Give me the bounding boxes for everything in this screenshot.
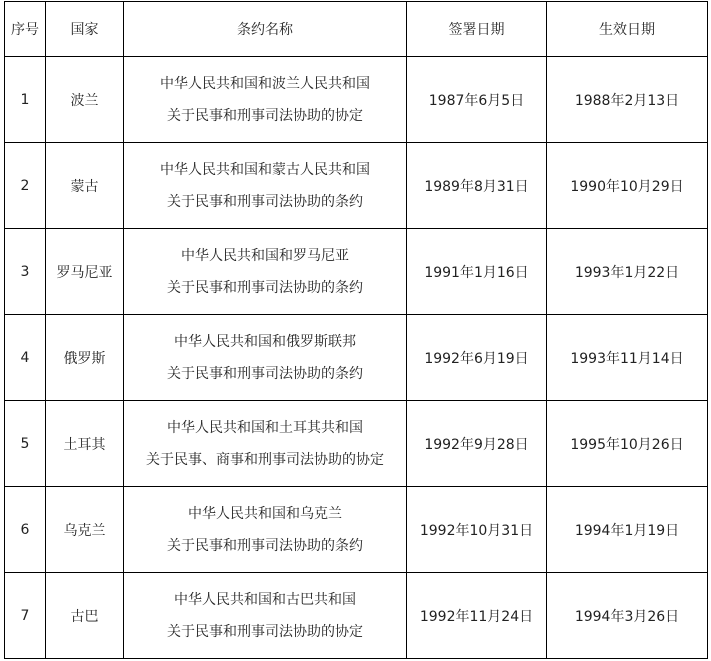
table-body (5, 57, 708, 659)
header-no: 序号 (5, 2, 46, 57)
title-line-2: 关于民事和刑事司法协助的协定 (167, 623, 363, 640)
cell-no: 6 (5, 487, 46, 573)
title-line-1: 中华人民共和国和古巴共和国 (174, 591, 356, 608)
cell-country: 俄罗斯 (46, 315, 124, 401)
cell-effective: 1993年1月22日 (547, 229, 708, 315)
cell-country: 古巴 (46, 573, 124, 659)
treaty-table (4, 1, 708, 659)
table-row (5, 229, 708, 315)
cell-no: 5 (5, 401, 46, 487)
header-effective: 生效日期 (547, 2, 708, 57)
cell-title (124, 401, 407, 487)
cell-effective: 1994年1月19日 (547, 487, 708, 573)
cell-effective: 1993年11月14日 (547, 315, 708, 401)
title-line-2: 关于民事和刑事司法协助的条约 (167, 279, 363, 296)
table-row (5, 401, 708, 487)
header-signed: 签署日期 (407, 2, 547, 57)
cell-signed: 1991年1月16日 (407, 229, 547, 315)
table-row (5, 573, 708, 659)
header-country: 国家 (46, 2, 124, 57)
cell-effective: 1988年2月13日 (547, 57, 708, 143)
table-header (5, 2, 708, 57)
cell-effective: 1990年10月29日 (547, 143, 708, 229)
cell-title (124, 57, 407, 143)
cell-country: 乌克兰 (46, 487, 124, 573)
cell-country: 蒙古 (46, 143, 124, 229)
cell-signed: 1987年6月5日 (407, 57, 547, 143)
cell-signed: 1992年9月28日 (407, 401, 547, 487)
cell-signed: 1992年6月19日 (407, 315, 547, 401)
cell-signed: 1992年11月24日 (407, 573, 547, 659)
cell-country: 土耳其 (46, 401, 124, 487)
cell-title (124, 229, 407, 315)
cell-no: 3 (5, 229, 46, 315)
cell-signed: 1992年10月31日 (407, 487, 547, 573)
table-row (5, 57, 708, 143)
title-line-1: 中华人民共和国和蒙古人民共和国 (160, 161, 370, 178)
title-line-1: 中华人民共和国和俄罗斯联邦 (174, 333, 356, 350)
title-line-2: 关于民事、商事和刑事司法协助的协定 (146, 451, 384, 468)
cell-country: 波兰 (46, 57, 124, 143)
cell-country: 罗马尼亚 (46, 229, 124, 315)
title-line-1: 中华人民共和国和波兰人民共和国 (160, 75, 370, 92)
cell-effective: 1995年10月26日 (547, 401, 708, 487)
header-row (5, 2, 708, 57)
cell-effective: 1994年3月26日 (547, 573, 708, 659)
title-line-1: 中华人民共和国和罗马尼亚 (181, 247, 349, 264)
title-line-1: 中华人民共和国和乌克兰 (188, 505, 342, 522)
cell-title (124, 315, 407, 401)
cell-no: 2 (5, 143, 46, 229)
title-line-2: 关于民事和刑事司法协助的条约 (167, 537, 363, 554)
cell-no: 4 (5, 315, 46, 401)
title-line-2: 关于民事和刑事司法协助的条约 (167, 365, 363, 382)
title-line-2: 关于民事和刑事司法协助的条约 (167, 193, 363, 210)
cell-no: 7 (5, 573, 46, 659)
cell-title (124, 487, 407, 573)
header-title: 条约名称 (124, 2, 407, 57)
cell-title (124, 143, 407, 229)
table-row (5, 315, 708, 401)
table-row (5, 143, 708, 229)
title-line-2: 关于民事和刑事司法协助的协定 (167, 107, 363, 124)
table-row (5, 487, 708, 573)
cell-signed: 1989年8月31日 (407, 143, 547, 229)
title-line-1: 中华人民共和国和土耳其共和国 (167, 419, 363, 436)
cell-no: 1 (5, 57, 46, 143)
cell-title (124, 573, 407, 659)
